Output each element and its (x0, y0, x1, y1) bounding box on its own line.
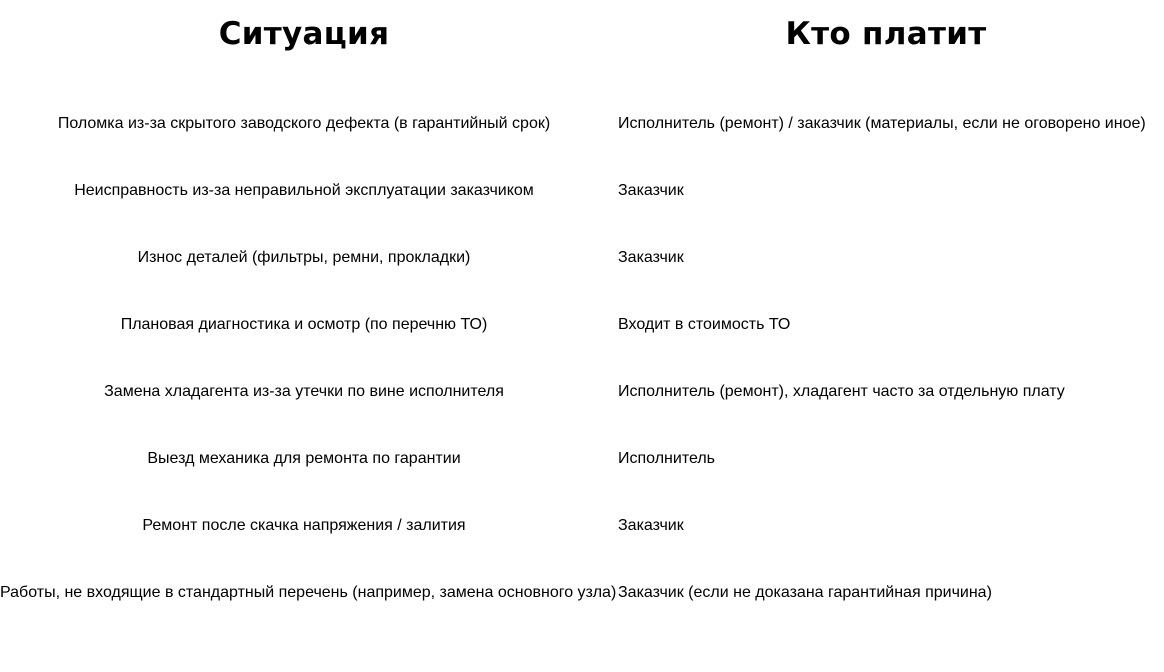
table-row (0, 559, 1164, 626)
situation-cell: Износ деталей (фильтры, ремни, прокладки) (137, 249, 471, 266)
table-row (0, 90, 1164, 157)
payer-cell: Исполнитель (ремонт) / заказчик (материалы, если не оговорено иное) (618, 115, 1146, 132)
situation-cell: Ремонт после скачка напряжения / залития (142, 517, 466, 534)
payer-cell: Заказчик (618, 517, 684, 534)
column-header-payer: Кто платит (785, 16, 987, 52)
situation-cell: Замена хладагента из-за утечки по вине исполнителя (104, 383, 504, 400)
situation-cell: Поломка из-за скрытого заводского дефекта (в гарантийный срок) (57, 115, 551, 132)
payer-cell: Исполнитель (618, 450, 716, 467)
situation-cell: Плановая диагностика и осмотр (по перечню ТО) (120, 316, 488, 333)
table-row (0, 157, 1164, 224)
payer-cell: Исполнитель (ремонт), хладагент часто за отдельную плату (618, 383, 1065, 400)
situation-cell: Неисправность из-за неправильной эксплуатации заказчиком (74, 182, 534, 199)
table-header (0, 14, 1164, 54)
table-row (0, 358, 1164, 425)
payer-cell: Заказчик (618, 182, 684, 199)
table-row (0, 291, 1164, 358)
table-row (0, 425, 1164, 492)
situation-cell: Выезд механика для ремонта по гарантии (147, 450, 461, 467)
payer-cell: Заказчик (если не доказана гарантийная причина) (618, 584, 992, 601)
table-row (0, 492, 1164, 559)
table-body (0, 90, 1164, 626)
payer-cell: Входит в стоимость ТО (618, 316, 791, 333)
table-row (0, 224, 1164, 291)
payer-cell: Заказчик (618, 249, 684, 266)
situation-cell: Работы, не входящие в стандартный перечень (например, замена основного узла) (0, 584, 617, 601)
column-header-situation: Ситуация (218, 16, 390, 52)
